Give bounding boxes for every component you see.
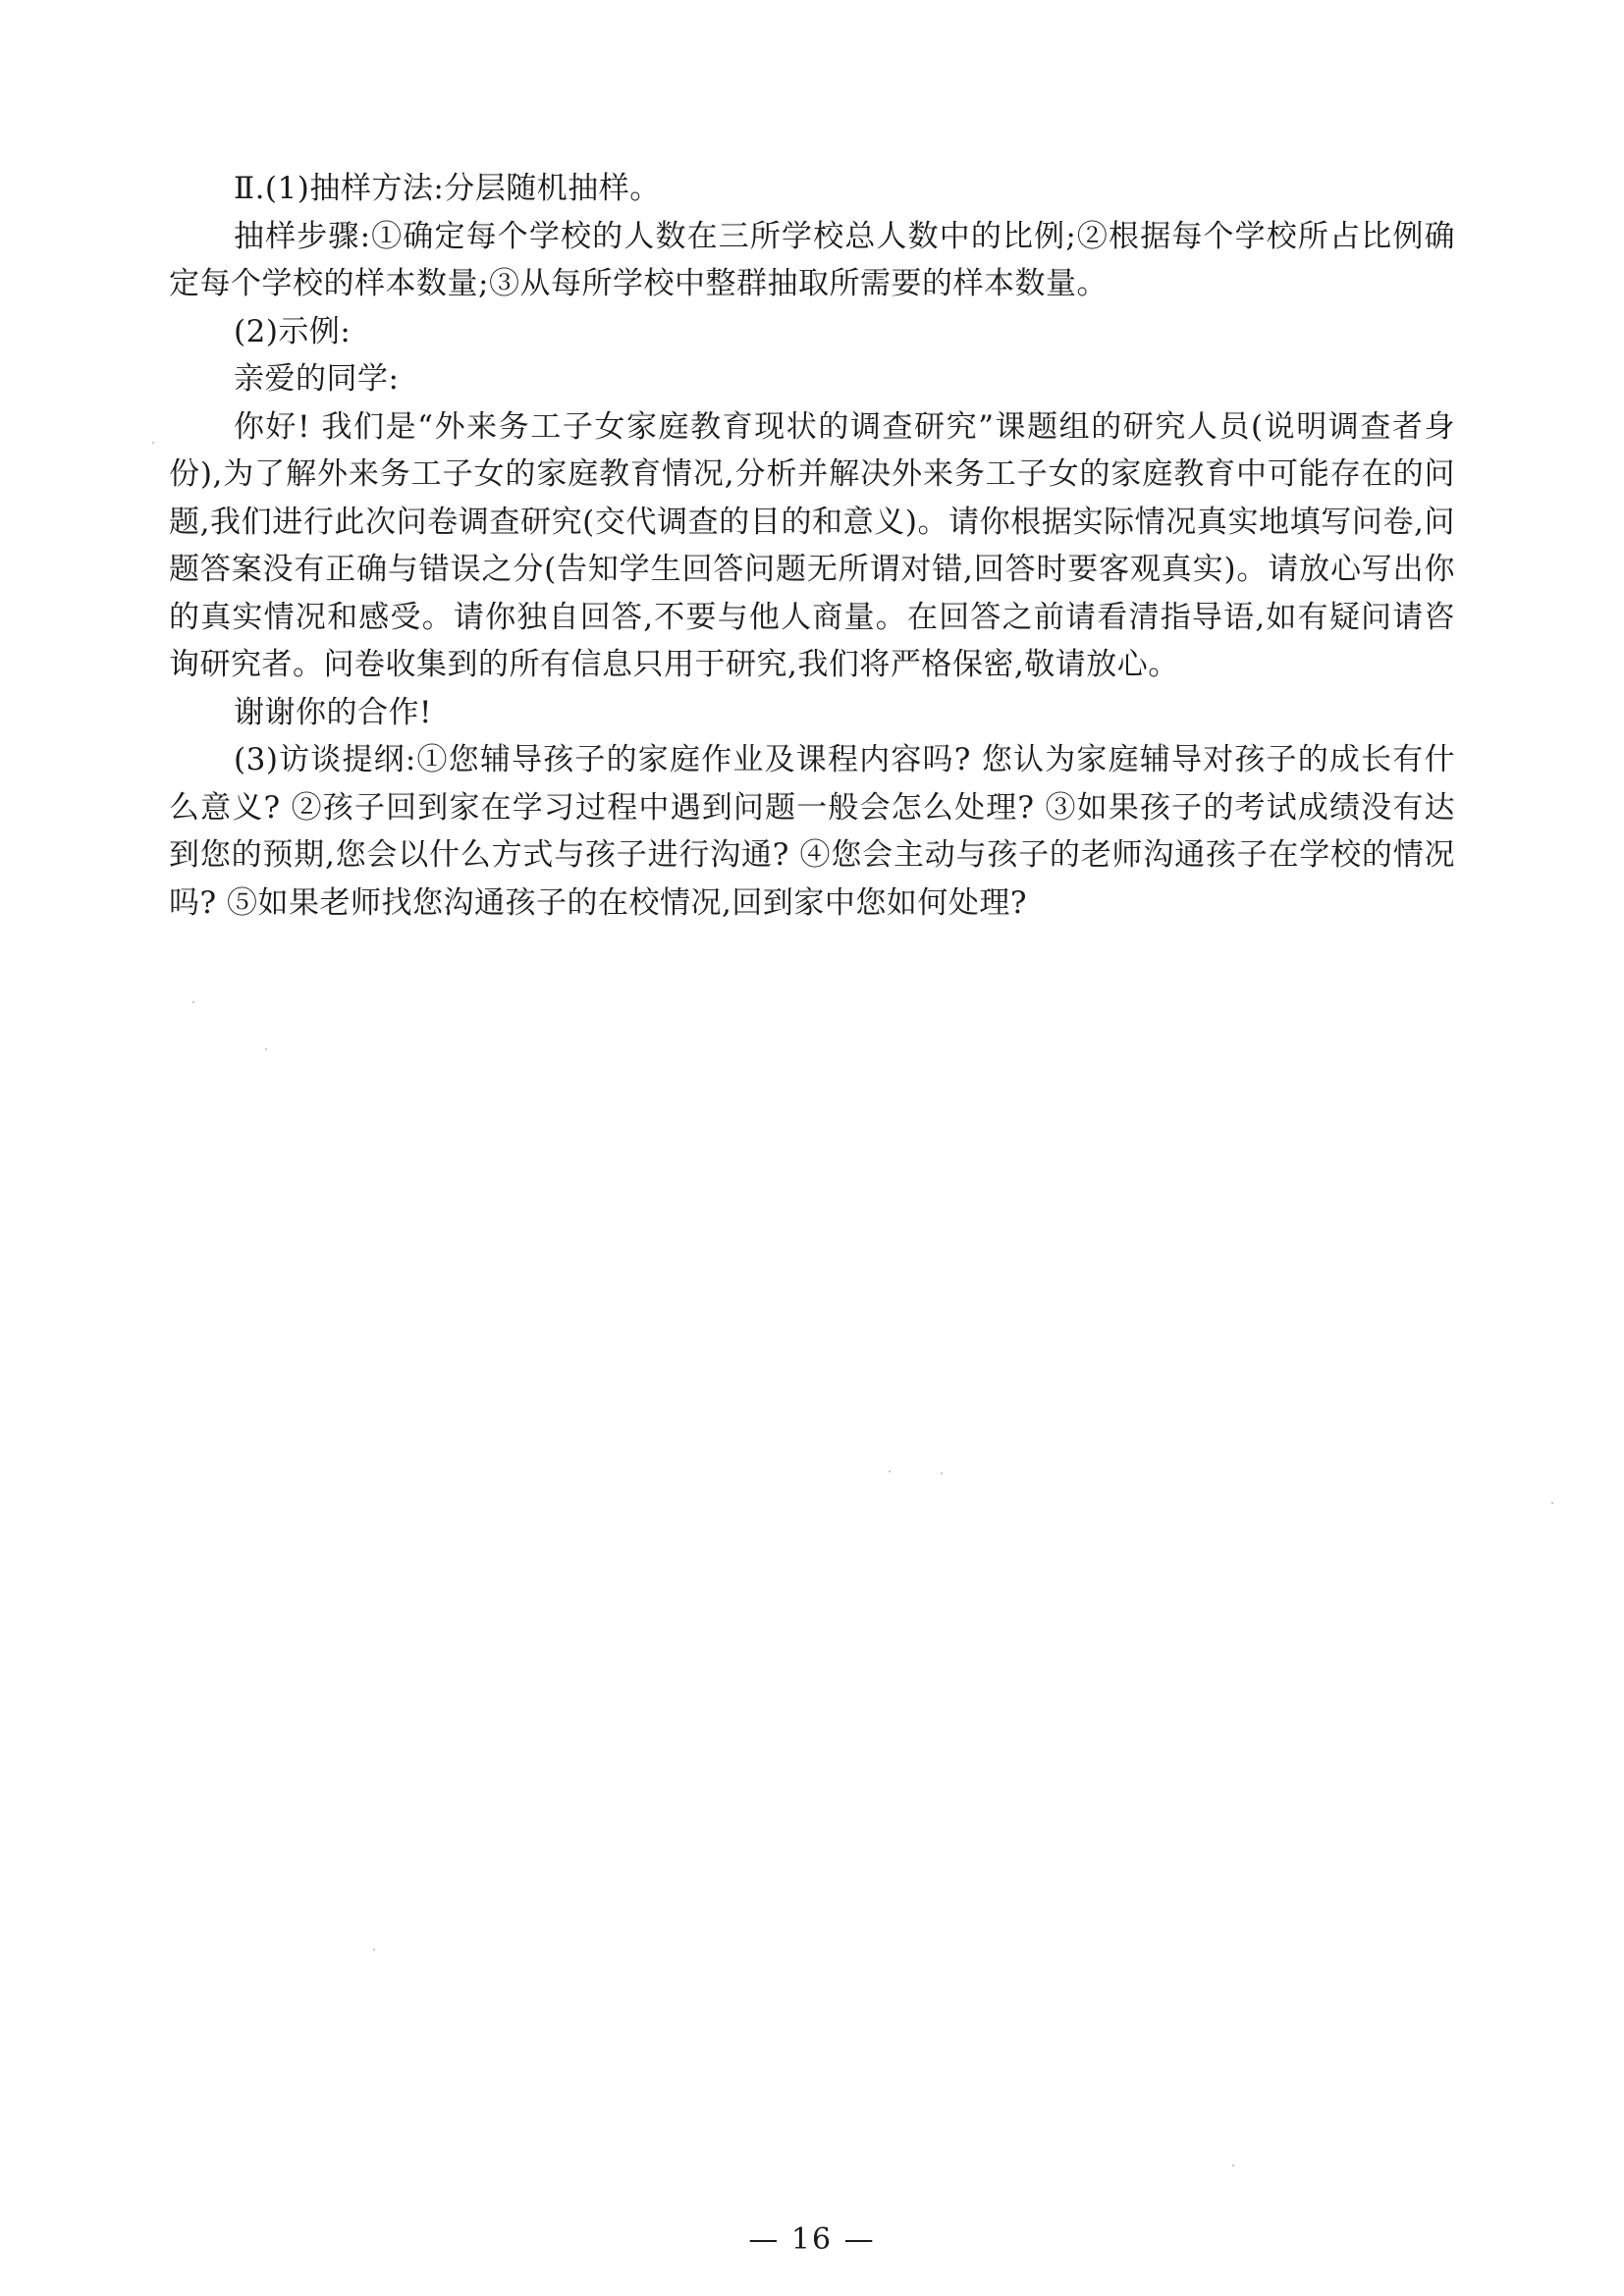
paragraph-sampling-method: Ⅱ.(1)抽样方法:分层随机抽样。 — [234, 171, 661, 206]
paragraph-salutation: 亲爱的同学: — [234, 361, 400, 397]
scan-speck — [941, 1472, 943, 1474]
paragraph-interview-outline: (3)访谈提纲:①您辅导孩子的家庭作业及课程内容吗? 您认为家庭辅导对孩子的成长有什么意义? ②孩子回到家在学习过程中遇到问题一般会怎么处理? ③如果孩子的考试成绩没有达到您的预期,您会以什么方式与孩子进行沟通? ④您会主动与孩子的老师沟通孩子在学校的情况吗? ⑤如果老师找您沟通孩子的在校情况,回到家中您如何处理? — [169, 742, 1455, 921]
scan-speck — [889, 1470, 891, 1472]
scan-speck — [1551, 1502, 1553, 1504]
paragraph-example-heading: (2)示例: — [234, 313, 352, 349]
paragraph-questionnaire-intro: 你好! 我们是“外来务工子女家庭教育现状的调查研究”课题组的研究人员(说明调查者身份),为了解外来务工子女的家庭教育情况,分析并解决外来务工子女的家庭教育中可能存在的问题,我们进行此次问卷调查研究(交代调查的目的和意义)。请你根据实际情况真实地填写问卷,问题答案没有正确与错误之分(告知学生回答问题无所谓对错,回答时要客观真实)。请放心写出你的真实情况和感受。请你独自回答,不要与他人商量。在回答之前请看清指导语,如有疑问请咨询研究者。问卷收集到的所有信息只用于研究,我们将严格保密,敬请放心。 — [169, 408, 1455, 682]
page-number: — 16 — — [748, 2222, 876, 2257]
paragraph-thanks: 谢谢你的合作! — [234, 694, 432, 730]
paragraph-sampling-steps: 抽样步骤:①确定每个学校的人数在三所学校总人数中的比例;②根据每个学校所占比例确定每个学校的样本数量;③从每所学校中整群抽取所需要的样本数量。 — [169, 218, 1455, 301]
scan-speck — [1232, 2164, 1234, 2166]
scan-speck — [152, 442, 154, 444]
scan-speck — [373, 1949, 375, 1950]
scan-speck — [265, 1048, 267, 1050]
scan-speck — [192, 1001, 194, 1003]
document-body — [169, 165, 1455, 927]
